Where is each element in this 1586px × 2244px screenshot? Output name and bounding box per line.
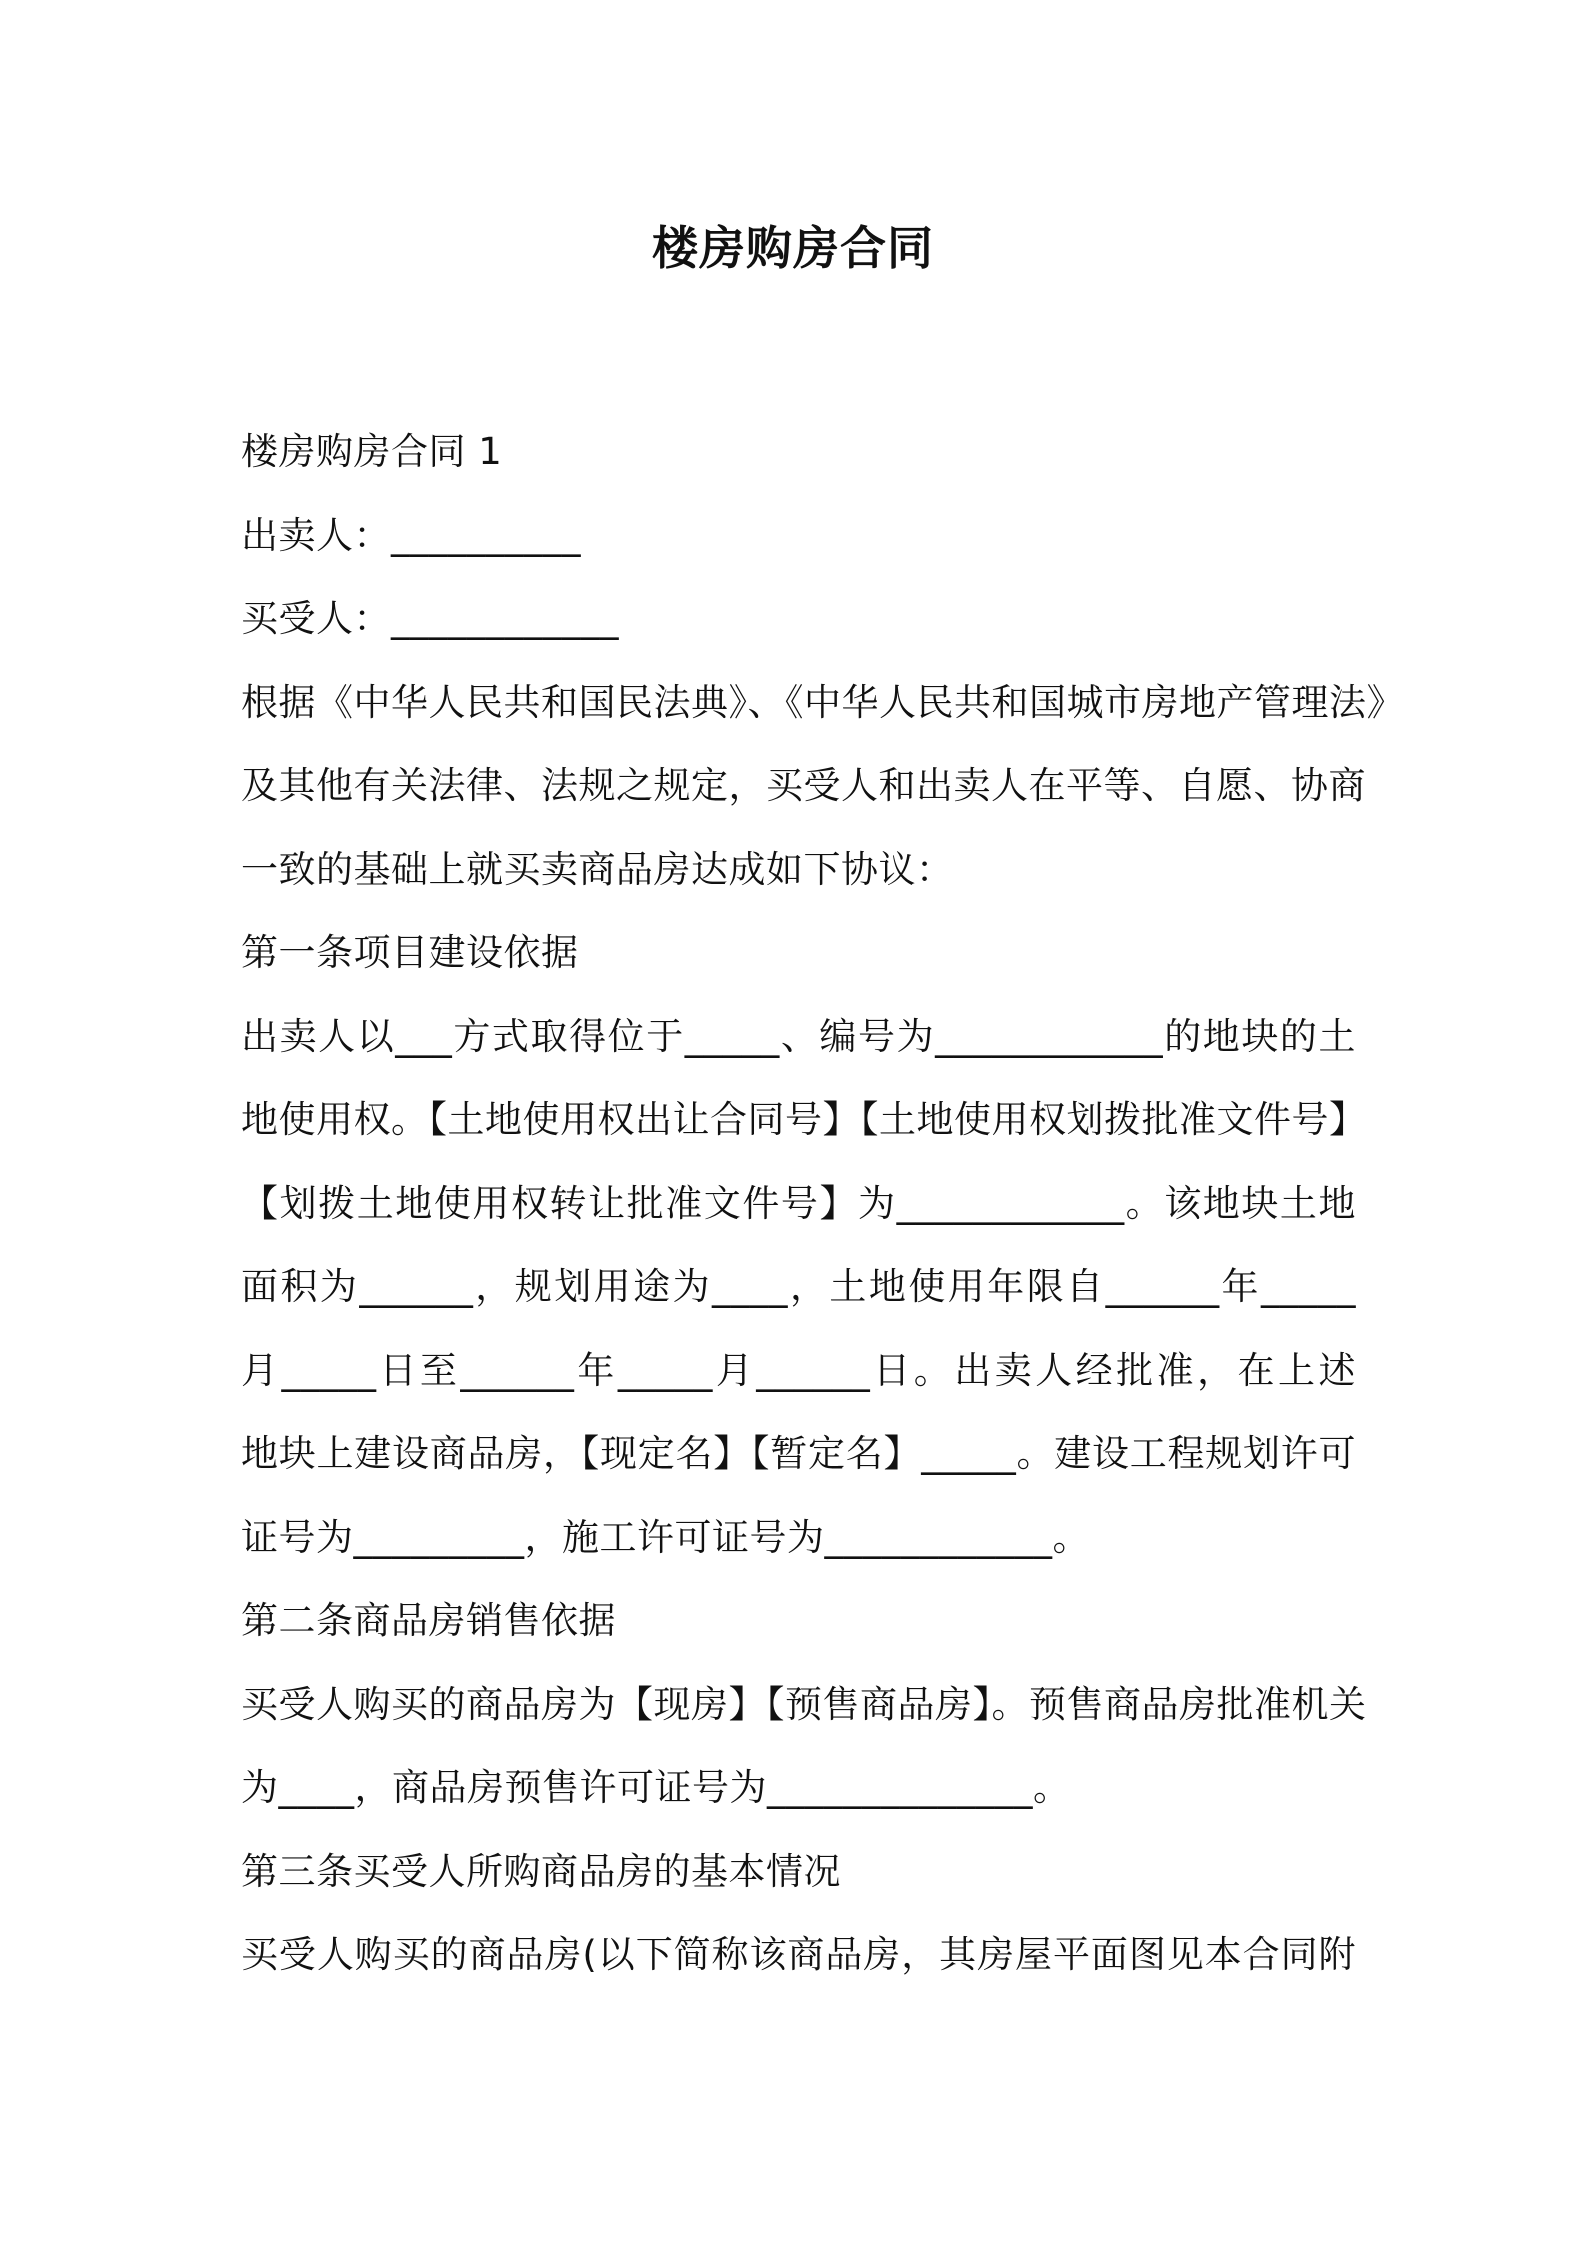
article-1-line-3: 【划拨土地使用权转让批准文件号】为____________。该地块土地 (241, 1181, 1356, 1225)
article-1-line-6: 地块上建设商品房，【现定名】【暂定名】_____。建设工程规划许可 (241, 1432, 1356, 1475)
article-1-line-4: 面积为______，规划用途为____，土地使用年限自______年_____ (241, 1265, 1356, 1308)
article-3-line-1: 买受人购买的商品房(以下简称该商品房，其房屋平面图见本合同附 (241, 1933, 1356, 1976)
preamble-line-3: 一致的基础上就买卖商品房达成如下协议： (241, 847, 954, 891)
document-title: 楼房购房合同 (652, 221, 934, 275)
article-1-line-5: 月_____日至______年_____月______日。出卖人经批准，在上述 (241, 1348, 1356, 1392)
article-1-line-7: 证号为_________，施工许可证号为____________。 (241, 1515, 1090, 1559)
contract-subtitle: 楼房购房合同 1 (241, 430, 503, 473)
article-3-heading: 第三条买受人所购商品房的基本情况 (241, 1849, 841, 1893)
seller-line: 出卖人：__________ (241, 513, 581, 557)
buyer-line: 买受人：____________ (241, 597, 619, 640)
article-2-line-2: 为____，商品房预售许可证号为______________。 (241, 1766, 1071, 1809)
article-1-heading: 第一条项目建设依据 (241, 931, 579, 974)
article-2-line-1: 买受人购买的商品房为【现房】【预售商品房】。预售商品房批准机关 (241, 1682, 1367, 1726)
article-2-heading: 第二条商品房销售依据 (241, 1599, 616, 1642)
preamble-line-1: 根据《中华人民共和国民法典》、《中华人民共和国城市房地产管理法》 (241, 680, 1404, 724)
article-1-line-1: 出卖人以___方式取得位于_____、编号为____________的地块的土 (241, 1014, 1356, 1058)
article-1-line-2: 地使用权。【土地使用权出让合同号】【土地使用权划拨批准文件号】 (241, 1098, 1367, 1141)
preamble-line-2: 及其他有关法律、法规之规定，买受人和出卖人在平等、自愿、协商 (241, 764, 1366, 807)
document-body (241, 410, 1404, 1997)
